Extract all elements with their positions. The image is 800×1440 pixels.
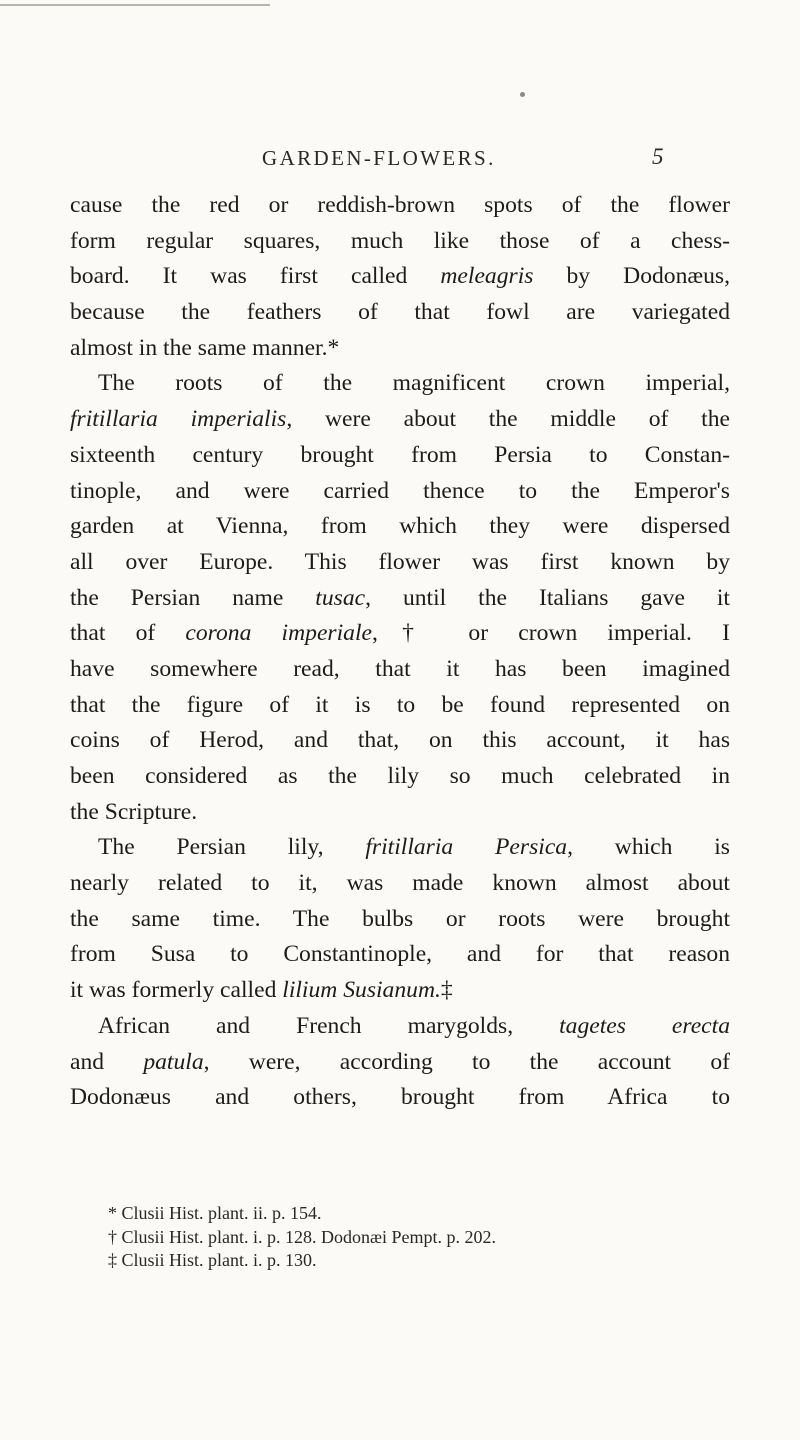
text-line: The Persian lily, fritillaria Persica, which is <box>98 834 730 861</box>
footnotes <box>108 1202 728 1273</box>
text-line: nearly related to it, was made known almost about <box>70 870 730 897</box>
text-line: been considered as the lily so much celebrated in <box>70 763 730 789</box>
text-line: African and French marygolds, tagetes erecta <box>98 1012 730 1039</box>
page-number: 5 <box>652 144 664 169</box>
text-line: sixteenth century brought from Persia to Constan- <box>70 441 730 468</box>
text-line: all over Europe. This flower was first known by <box>70 548 730 575</box>
text-line: coins of Herod, and that, on this account, it has <box>70 727 730 754</box>
text-line: because the feathers of that fowl are variegated <box>70 299 730 326</box>
text-line: from Susa to Constantinople, and for that reason <box>70 941 730 968</box>
text-line: form regular squares, much like those of a chess- <box>70 227 730 254</box>
text-line: and patula, were, according to the account of <box>70 1048 731 1075</box>
text-line: have somewhere read, that it has been imagined <box>70 655 730 682</box>
text-line: the Scripture. <box>70 798 198 825</box>
text-line: that of corona imperiale,† or crown imperial. I <box>70 620 730 647</box>
footnote: * Clusii Hist. plant. ii. p. 154. <box>108 1203 322 1223</box>
text-line: fritillaria imperialis, were about the middle of the <box>70 406 730 433</box>
text-line: board. It was first called meleagris by Dodonæus, <box>70 263 730 290</box>
text-line: it was formerly called lilium Susianum.‡ <box>70 977 453 1004</box>
footnote: † Clusii Hist. plant. i. p. 128. Dodonæi Pempt. p. 202. <box>108 1226 497 1247</box>
text-line: garden at Vienna, from which they were dispersed <box>70 513 730 540</box>
text-line: Dodonæus and others, brought from Africa to <box>70 1084 730 1111</box>
body-text <box>70 188 730 1116</box>
text-line: the same time. The bulbs or roots were brought <box>70 905 730 932</box>
text-line: the Persian name tusac, until the Italians gave it <box>70 584 730 611</box>
text-line: tinople, and were carried thence to the Emperor's <box>70 477 730 504</box>
footnote: ‡ Clusii Hist. plant. i. p. 130. <box>108 1250 317 1270</box>
running-head: GARDEN-FLOWERS. <box>262 146 496 170</box>
page-speck <box>520 92 525 97</box>
text-line: that the figure of it is to be found represented on <box>70 691 730 718</box>
text-line: almost in the same manner.* <box>70 334 340 361</box>
text-line: cause the red or reddish-brown spots of the flower <box>70 192 730 218</box>
top-edge-rule <box>0 4 270 6</box>
text-line: The roots of the magnificent crown imperial, <box>98 370 730 397</box>
